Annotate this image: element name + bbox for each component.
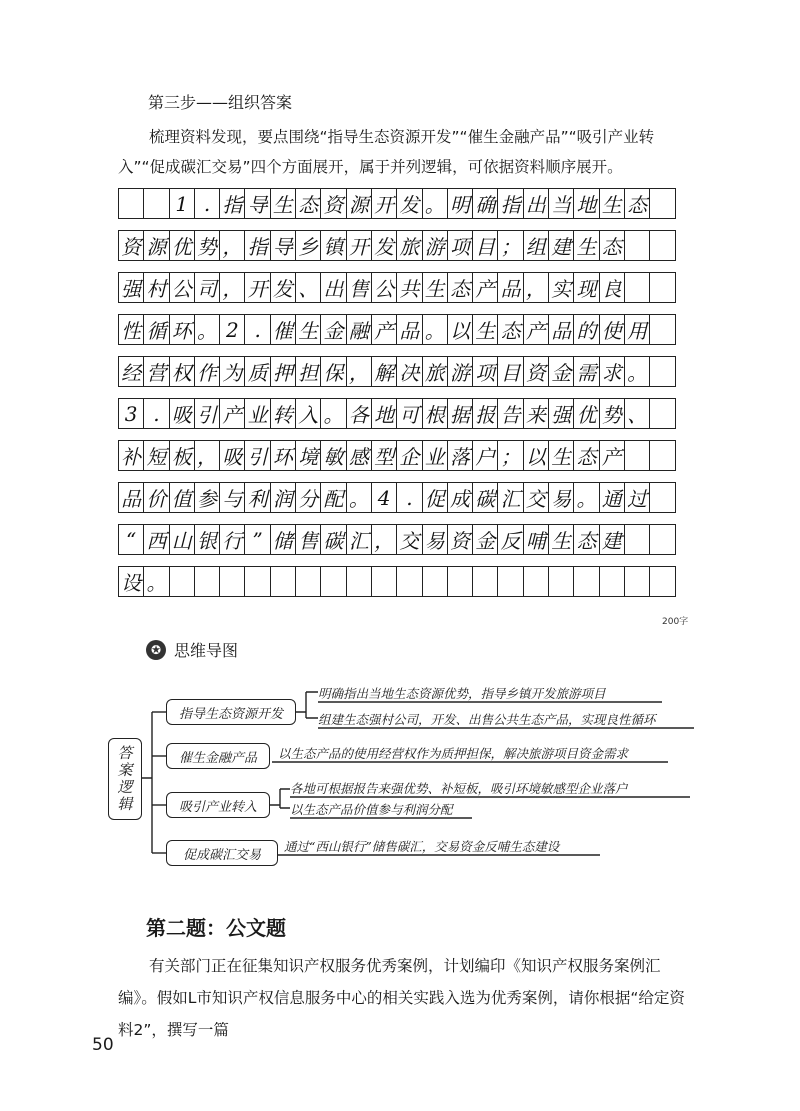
grid-cell: 易 [548,482,574,513]
question-title: 第二题：公文题 [146,916,286,940]
grid-cell: 境 [295,440,321,471]
grid-cell: 储 [270,524,296,555]
grid-cell: 项 [472,356,498,387]
mindmap-leaf-4: 通过“西山银行”储售碳汇，交易资金反哺生态建设 [284,839,560,854]
grid-cell: 实 [548,272,574,303]
grid-cell: 资 [118,230,144,261]
grid-cell: 指 [497,188,523,219]
grid-cell: 经 [118,356,144,387]
question-body [118,950,693,1046]
grid-cell: ， [219,272,245,303]
grid-cell: 售 [346,272,372,303]
grid-cell: 作 [194,356,220,387]
grid-cell: 金 [548,356,574,387]
grid-cell: 据 [447,398,473,429]
question-text: 有关部门正在征集知识产权服务优秀案例，计划编印《知识产权服务案例汇编》。假如L市知识产权信息服务中心的相关实践入选为优秀案例，请你根据“给定资料2”，撰写一篇 [118,957,685,1039]
grid-cell: 价 [143,482,169,513]
grid-cell: 板 [169,440,195,471]
grid-cell: 生 [548,524,574,555]
grid-cell: 。 [143,566,169,597]
grid-cell: 势 [599,398,625,429]
grid-cell: 生 [295,314,321,345]
mindmap-branch-2: 催生金融产品 [166,743,270,769]
grid-cell: 优 [573,398,599,429]
grid-cell: 4 [371,482,397,513]
grid-cell: 敏 [320,440,346,471]
grid-cell: 质 [244,356,270,387]
grid-cell: 3 [118,398,144,429]
root-trunk [142,712,152,853]
grid-cell: 生 [573,230,599,261]
grid-cell: 决 [396,356,422,387]
word-count: 200字 [662,617,689,627]
grid-cell: 性 [118,314,144,345]
grid-cell: 环 [169,314,195,345]
grid-cell: 导 [270,230,296,261]
grid-cell: 。 [346,482,372,513]
grid-cell: 利 [244,482,270,513]
grid-cell: 融 [346,314,372,345]
grid-cell: 产 [219,398,245,429]
grid-cell: ， [194,440,220,471]
grid-cell: 确 [472,188,498,219]
grid-cell: 以 [523,440,549,471]
grid-cell: 。 [624,356,650,387]
grid-cell: 型 [371,440,397,471]
grid-cell: 地 [371,398,397,429]
grid-cell: . [194,188,220,219]
grid-cell: 生 [422,272,448,303]
grid-cell: 优 [169,230,195,261]
grid-cell: 司 [194,272,220,303]
grid-cell: 用 [624,314,650,345]
grid-cell: 产 [472,272,498,303]
grid-cell: 短 [143,440,169,471]
grid-cell: 金 [320,314,346,345]
grid-cell: 镇 [320,230,346,261]
grid-cell: 润 [270,482,296,513]
grid-cell: 配 [320,482,346,513]
grid-cell: 共 [396,272,422,303]
grid-cell: 促 [422,482,448,513]
mindmap-leaf-3a: 各地可根据报告来强优势、补短板，吸引环境敏感型企业落户 [290,781,628,796]
grid-cell: 当 [548,188,574,219]
grid-cell: 来 [523,398,549,429]
grid-cell: 汇 [497,482,523,513]
grid-cell: 旅 [422,356,448,387]
grid-cell: 环 [270,440,296,471]
grid-cell: 使 [599,314,625,345]
grid-cell: 碳 [320,524,346,555]
grid-cell: 以 [447,314,473,345]
grid-cell: 生 [599,188,625,219]
grid-cell: 交 [523,482,549,513]
grid-cell: 村 [143,272,169,303]
grid-cell: 开 [346,230,372,261]
grid-cell: 。 [422,314,448,345]
grid-cell: 转 [270,398,296,429]
grid-cell: 营 [143,356,169,387]
grid-cell: 开 [371,188,397,219]
grid-cell: 地 [573,188,599,219]
mindmap-branch-1: 指导生态资源开发 [166,699,296,725]
grid-cell: 。 [194,314,220,345]
grid-cell: 开 [244,272,270,303]
grid-cell: 金 [472,524,498,555]
grid-cell: 催 [270,314,296,345]
grid-cell: 为 [219,356,245,387]
grid-cell: 明 [447,188,473,219]
grid-cell: 银 [194,524,220,555]
grid-cell: ” [244,524,270,555]
grid-cell: ， [219,230,245,261]
grid-cell: 品 [497,272,523,303]
grid-cell: 公 [371,272,397,303]
leaf-link-1 [296,692,318,718]
grid-cell: 态 [573,440,599,471]
grid-cell: 资 [320,188,346,219]
grid-cell: 态 [573,524,599,555]
grid-cell: 生 [270,188,296,219]
grid-cell: 势 [194,230,220,261]
grid-cell: 保 [320,356,346,387]
grid-cell: 组 [523,230,549,261]
grid-cell: 导 [244,188,270,219]
grid-cell: 企 [396,440,422,471]
grid-cell: 态 [295,188,321,219]
grid-cell: 发 [270,272,296,303]
grid-cell: 值 [169,482,195,513]
mindmap-branch-3: 吸引产业转入 [166,792,270,818]
grid-cell: 态 [624,188,650,219]
grid-cell: 出 [523,188,549,219]
grid-cell: 。 [573,482,599,513]
grid-cell: 资 [447,524,473,555]
grid-cell: 发 [371,230,397,261]
grid-cell: 旅 [396,230,422,261]
grid-cell: 易 [422,524,448,555]
grid-cell: 业 [422,440,448,471]
grid-cell: 品 [118,482,144,513]
grid-cell: 解 [371,356,397,387]
grid-cell: 感 [346,440,372,471]
grid-cell: 成 [447,482,473,513]
grid-cell: 落 [447,440,473,471]
grid-cell: 指 [219,188,245,219]
intro-text: 梳理资料发现，要点围绕“指导生态资源开发”“催生金融产品”“吸引产业转入”“促成碳汇交易”四个方面展开，属于并列逻辑，可依据资料顺序展开。 [118,128,655,176]
grid-cell: “ [118,524,144,555]
grid-cell: 强 [548,398,574,429]
grid-cell: 通 [599,482,625,513]
grid-cell: 现 [573,272,599,303]
grid-cell: 建 [548,230,574,261]
grid-cell: 担 [295,356,321,387]
grid-cell: 的 [573,314,599,345]
grid-cell: 补 [118,440,144,471]
grid-cell: 与 [219,482,245,513]
grid-cell: 源 [346,188,372,219]
grid-cell: 押 [270,356,296,387]
grid-cell: 反 [497,524,523,555]
grid-cell: 引 [244,440,270,471]
grid-cell: 业 [244,398,270,429]
grid-cell: 产 [371,314,397,345]
grid-cell: 告 [497,398,523,429]
grid-cell: 品 [548,314,574,345]
grid-cell: 生 [472,314,498,345]
mindmap-leaf-2: 以生态产品的使用经营权作为质押担保，解决旅游项目资金需求 [278,746,629,761]
grid-cell: 设 [118,566,144,597]
grid-cell: 公 [169,272,195,303]
grid-cell: 产 [599,440,625,471]
grid-cell: 建 [599,524,625,555]
grid-cell: 西 [143,524,169,555]
page-number: 50 [92,1035,114,1055]
grid-cell: 出 [320,272,346,303]
grid-cell: 态 [599,230,625,261]
grid-cell: ； [497,440,523,471]
grid-cell: 户 [472,440,498,471]
grid-cell: 根 [422,398,448,429]
grid-cell: 需 [573,356,599,387]
grid-cell: 游 [447,356,473,387]
grid-cell: 分 [295,482,321,513]
grid-cell: 售 [295,524,321,555]
grid-cell: 1 [169,188,195,219]
grid-cell: 目 [497,356,523,387]
grid-cell: . [143,398,169,429]
grid-cell: 态 [497,314,523,345]
grid-cell: . [244,314,270,345]
grid-cell: 报 [472,398,498,429]
leaf-link-3 [270,789,290,808]
step-title: 第三步——组织答案 [148,93,293,112]
mindmap-leaf-1a: 明确指出当地生态资源优势，指导乡镇开发旅游项目 [318,686,606,701]
grid-cell: 山 [169,524,195,555]
grid-cell: 2 [219,314,245,345]
grid-cell: 游 [422,230,448,261]
grid-cell: 源 [143,230,169,261]
grid-cell: 态 [447,272,473,303]
mindmap-branch-4: 促成碳汇交易 [166,840,278,866]
grid-cell: 生 [548,440,574,471]
grid-cell: 。 [422,188,448,219]
grid-cell: 循 [143,314,169,345]
grid-cell: 良 [599,272,625,303]
grid-cell: . [396,482,422,513]
grid-cell: 入 [295,398,321,429]
grid-cell: 引 [194,398,220,429]
grid-cell: 过 [624,482,650,513]
grid-cell: 交 [396,524,422,555]
grid-cell: 强 [118,272,144,303]
mindmap-root: 答案逻辑 [108,738,142,820]
grid-cell: 哺 [523,524,549,555]
grid-cell: 、 [624,398,650,429]
grid-cell: 行 [219,524,245,555]
grid-cell: 品 [396,314,422,345]
grid-cell: 参 [194,482,220,513]
grid-cell: 各 [346,398,372,429]
grid-cell: 、 [295,272,321,303]
grid-cell: 汇 [346,524,372,555]
grid-cell: 资 [523,356,549,387]
grid-cell: 可 [396,398,422,429]
grid-cell: 指 [244,230,270,261]
mindmap-leaf-1b: 组建生态强村公司，开发、出售公共生态产品，实现良性循环 [318,712,656,727]
grid-cell: ， [371,524,397,555]
grid-cell: 碳 [472,482,498,513]
badge-icon: ✪ [146,640,166,660]
grid-cell: 项 [447,230,473,261]
grid-cell: ， [346,356,372,387]
grid-cell: 发 [396,188,422,219]
grid-cell: 目 [472,230,498,261]
grid-cell: 吸 [219,440,245,471]
grid-cell: 权 [169,356,195,387]
grid-cell: 乡 [295,230,321,261]
grid-cell: 产 [523,314,549,345]
grid-cell: 吸 [169,398,195,429]
grid-cell: 求 [599,356,625,387]
grid-cell: 。 [320,398,346,429]
grid-cell: ， [523,272,549,303]
grid-cell: ； [497,230,523,261]
mindmap-heading-label: 思维导图 [174,641,239,660]
mindmap-leaf-3b: 以生态产品价值参与利润分配 [290,802,453,817]
